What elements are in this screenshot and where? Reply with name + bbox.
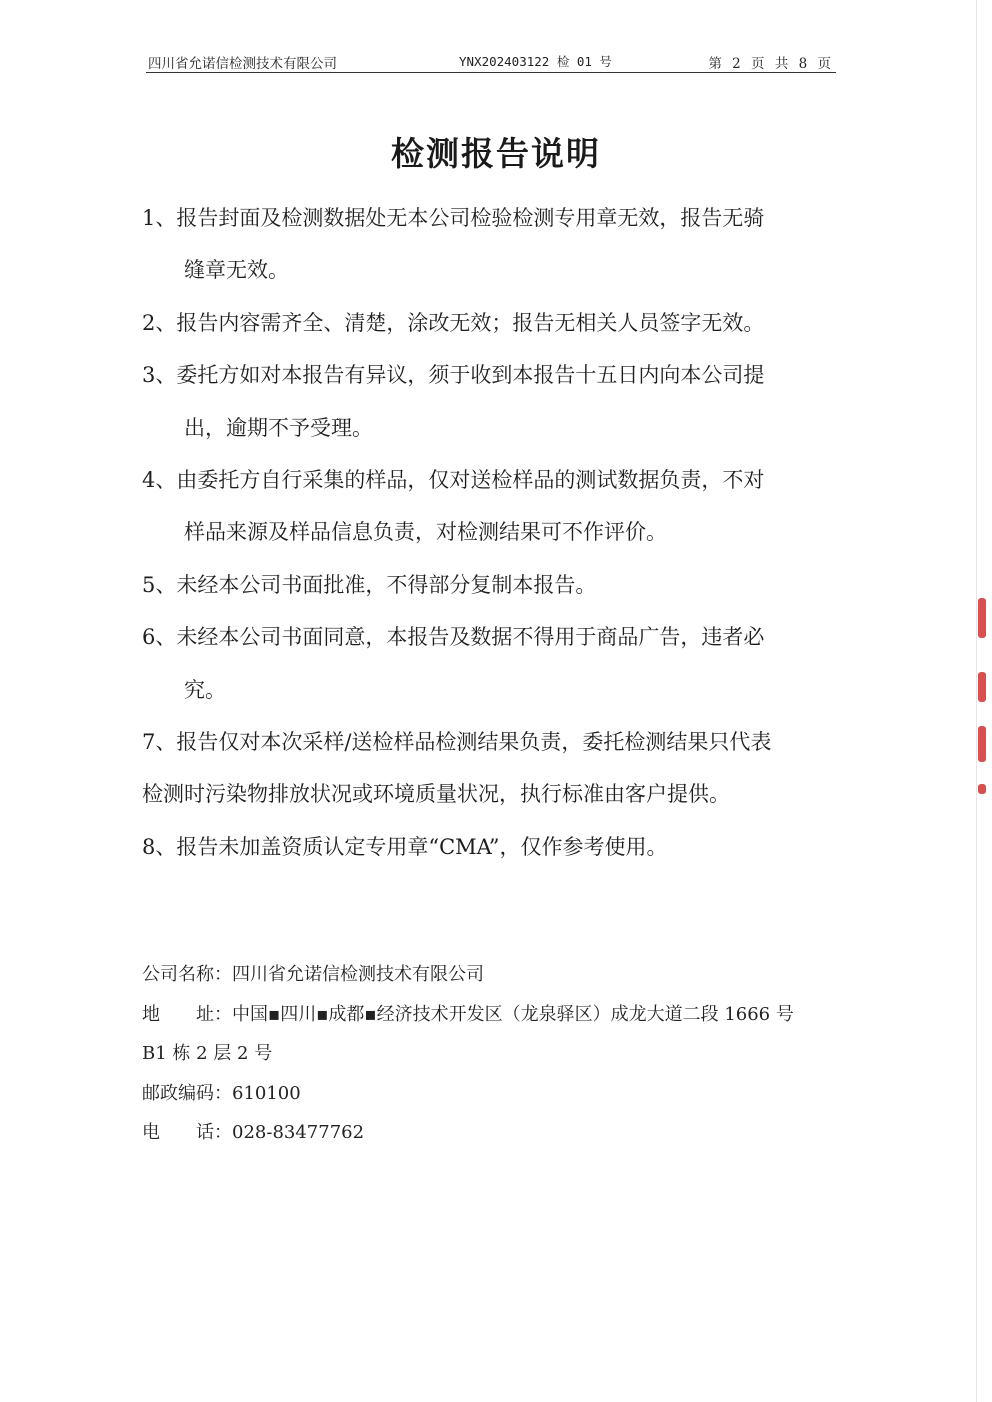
note-text-continued: 究。: [184, 677, 226, 702]
contact-info: [142, 955, 842, 1153]
note-text-continued: 出，逾期不予受理。: [184, 415, 373, 440]
scan-edge-line: [976, 0, 977, 1402]
contact-company-label: 公司名称：: [142, 964, 232, 985]
seal-fragment-mark: [978, 726, 986, 762]
contact-address-line2: B1 栋 2 层 2 号: [142, 1043, 273, 1064]
page-title: 检测报告说明: [391, 134, 601, 173]
note-text: 7、报告仅对本次采样/送检样品检测结果负责，委托检测结果只代表: [142, 730, 772, 755]
contact-phone-label: 电 话：: [142, 1122, 232, 1143]
header-company: 四川省允诺信检测技术有限公司: [148, 56, 337, 72]
note-item: [142, 192, 842, 297]
note-text: 2、报告内容需齐全、清楚，涂改无效；报告无相关人员签字无效。: [142, 310, 765, 335]
note-text-continued: 缝章无效。: [184, 258, 289, 283]
contact-postcode-label: 邮政编码：: [142, 1082, 232, 1104]
note-item: [142, 349, 842, 454]
note-text-continued: 样品来源及样品信息负责，对检测结果可不作评价。: [184, 520, 667, 545]
seal-fragment-mark: [978, 598, 986, 638]
note-item: [142, 716, 842, 821]
contact-phone-row: [142, 1113, 842, 1153]
seal-fragment-mark: [978, 672, 986, 702]
report-notes-list: [142, 192, 842, 873]
note-text-continued: 检测时污染物排放状况或环境质量状况，执行标准由客户提供。: [142, 782, 730, 807]
header-page-info: 第 2 页 共 8 页: [708, 56, 834, 72]
note-item: [142, 454, 842, 559]
note-item: [142, 821, 842, 873]
note-text: 4、由委托方自行采集的样品，仅对送检样品的测试数据负责，不对: [142, 468, 765, 493]
note-item: [142, 297, 842, 349]
contact-phone-value: 028-83477762: [232, 1122, 365, 1143]
contact-address-row-2: [142, 1034, 842, 1074]
contact-postcode-value: 610100: [232, 1082, 301, 1104]
contact-company-row: [142, 955, 842, 995]
note-text: 6、未经本公司书面同意，本报告及数据不得用于商品广告，违者必: [142, 625, 765, 650]
note-item: [142, 611, 842, 716]
note-text: 5、未经本公司书面批准，不得部分复制本报告。: [142, 572, 597, 597]
contact-address-label: 地 址：: [142, 1003, 232, 1025]
note-text: 8、报告未加盖资质认定专用章“CMA”，仅作参考使用。: [142, 834, 668, 859]
note-text: 1、报告封面及检测数据处无本公司检验检测专用章无效，报告无骑: [142, 206, 765, 230]
contact-address-value: 中国▪四川▪成都▪经济技术开发区（龙泉驿区）成龙大道二段 1666 号: [232, 1003, 794, 1025]
contact-postcode-row: [142, 1074, 842, 1114]
page-header: [146, 50, 836, 73]
header-report-number: YNX202403122 检 01 号: [459, 54, 612, 69]
note-item: [142, 559, 842, 611]
seal-fragment-mark: [978, 784, 986, 794]
note-text: 3、委托方如对本报告有异议，须于收到本报告十五日内向本公司提: [142, 363, 765, 388]
contact-address-row: [142, 995, 842, 1035]
contact-company-value: 四川省允诺信检测技术有限公司: [232, 964, 484, 985]
